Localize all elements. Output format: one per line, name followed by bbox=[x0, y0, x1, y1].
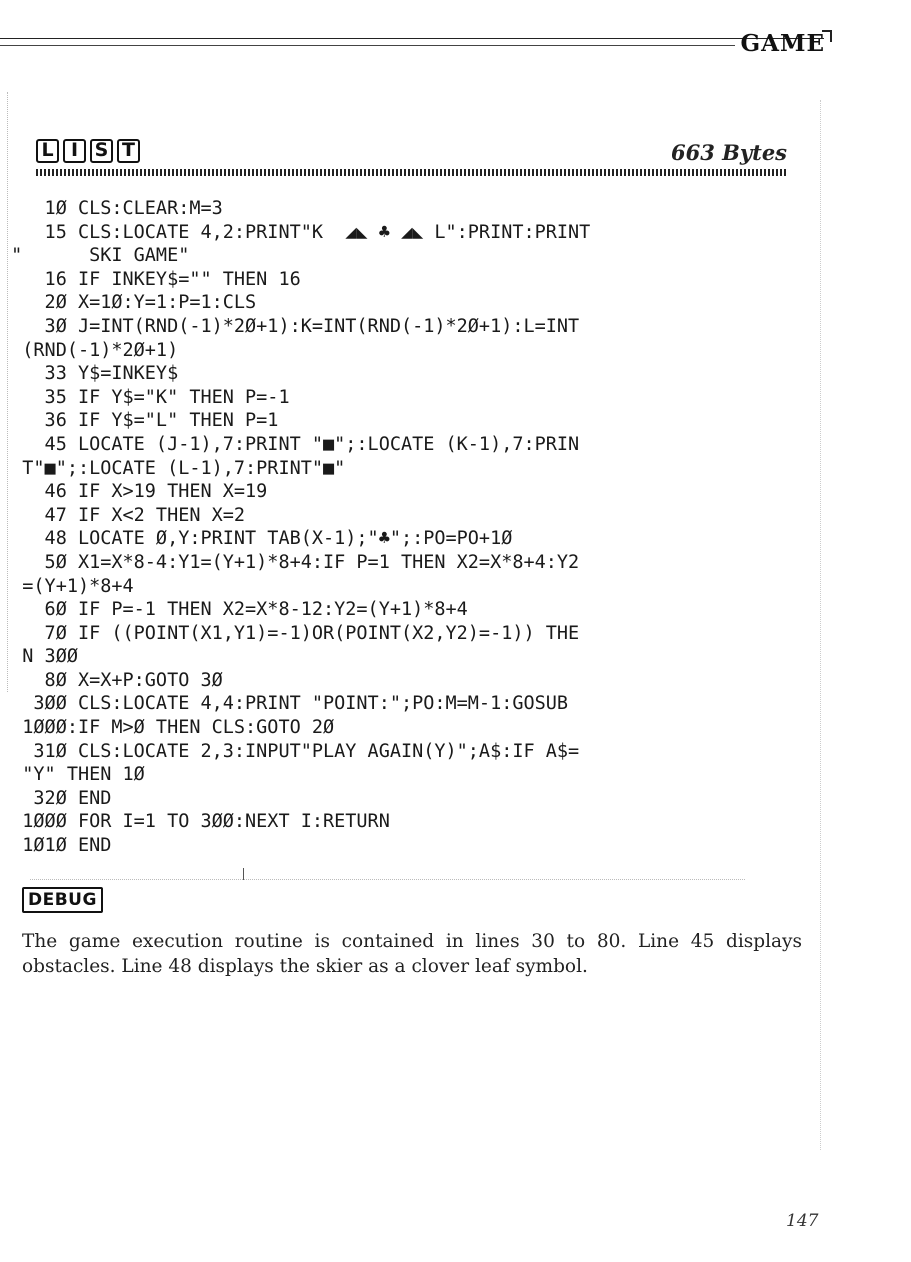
listing-size: 663 Bytes bbox=[671, 140, 787, 165]
code-line: 1Ø CLS:CLEAR:M=3 bbox=[0, 198, 223, 219]
section-title: GAME bbox=[740, 30, 825, 57]
code-line: 2Ø X=1Ø:Y=1:P=1:CLS bbox=[0, 292, 257, 314]
code-line: 32Ø END bbox=[0, 787, 112, 809]
code-line: 35 IF Y$="K" THEN P=-1 bbox=[0, 386, 290, 408]
list-logo-key-s: S bbox=[90, 139, 113, 163]
code-line: 3ØØ CLS:LOCATE 4,4:PRINT "POINT:";PO:M=M-1:GOSUB bbox=[0, 693, 569, 715]
code-line: 1ØØØ:IF M>Ø THEN CLS:GOTO 2Ø bbox=[0, 717, 335, 739]
code-line: " SKI GAME" bbox=[0, 245, 190, 267]
code-line: 48 LOCATE Ø,Y:PRINT TAB(X-1);"♣";:PO=PO+1Ø bbox=[0, 528, 513, 550]
code-line: 1Ø1Ø END bbox=[0, 835, 112, 857]
section-title-corner-mark bbox=[822, 30, 832, 42]
code-line: 45 LOCATE (J-1),7:PRINT "■";:LOCATE (K-1),7:PRIN bbox=[0, 433, 580, 455]
code-line: 16 IF INKEY$="" THEN 16 bbox=[0, 268, 301, 290]
code-line: 33 Y$=INKEY$ bbox=[0, 363, 179, 385]
listing-divider bbox=[36, 169, 788, 176]
code-listing bbox=[0, 197, 820, 858]
code-line: 15 CLS:LOCATE 4,2:PRINT"K ◢◣ ♣ ◢◣ L":PRINT:PRINT bbox=[0, 221, 591, 243]
header-rule bbox=[0, 38, 824, 39]
code-line: 46 IF X>19 THEN X=19 bbox=[0, 481, 268, 503]
code-line: 1ØØØ FOR I=1 TO 3ØØ:NEXT I:RETURN bbox=[0, 811, 390, 833]
code-line: 8Ø X=X+P:GOTO 3Ø bbox=[0, 669, 223, 691]
code-line: 5Ø X1=X*8-4:Y1=(Y+1)*8+4:IF P=1 THEN X2=X*8+4:Y2 bbox=[0, 551, 580, 573]
code-line: 47 IF X<2 THEN X=2 bbox=[0, 504, 246, 526]
page-number: 147 bbox=[786, 1211, 819, 1231]
list-logo-key-i: I bbox=[63, 139, 86, 163]
code-line: 31Ø CLS:LOCATE 2,3:INPUT"PLAY AGAIN(Y)";A$:IF A$= bbox=[0, 740, 580, 762]
debug-description: The game execution routine is contained in lines 30 to 80. Line 45 displays obstacles. Line 48 displays the skier as a clover leaf symbol. bbox=[22, 931, 802, 977]
debug-separator-tick bbox=[243, 868, 244, 880]
list-logo-key-t: T bbox=[117, 139, 140, 163]
code-line: (RND(-1)*2Ø+1) bbox=[0, 339, 179, 361]
code-line: N 3ØØ bbox=[0, 646, 78, 668]
list-logo bbox=[36, 139, 140, 163]
list-logo-key-l: L bbox=[36, 139, 59, 163]
code-line: 7Ø IF ((POINT(X1,Y1)=-1)OR(POINT(X2,Y2)=-1)) THE bbox=[0, 622, 580, 644]
debug-separator bbox=[30, 879, 745, 880]
header-rule-secondary bbox=[0, 45, 735, 46]
code-line: 6Ø IF P=-1 THEN X2=X*8-12:Y2=(Y+1)*8+4 bbox=[0, 599, 468, 621]
debug-label: DEBUG bbox=[22, 887, 103, 913]
code-line: T"■";:LOCATE (L-1),7:PRINT"■" bbox=[0, 457, 346, 479]
code-line: 36 IF Y$="L" THEN P=1 bbox=[0, 410, 279, 432]
code-line: 3Ø J=INT(RND(-1)*2Ø+1):K=INT(RND(-1)*2Ø+1):L=INT bbox=[0, 315, 580, 337]
right-margin-line bbox=[820, 100, 821, 1150]
code-line: =(Y+1)*8+4 bbox=[0, 575, 134, 597]
code-line: "Y" THEN 1Ø bbox=[0, 764, 145, 786]
